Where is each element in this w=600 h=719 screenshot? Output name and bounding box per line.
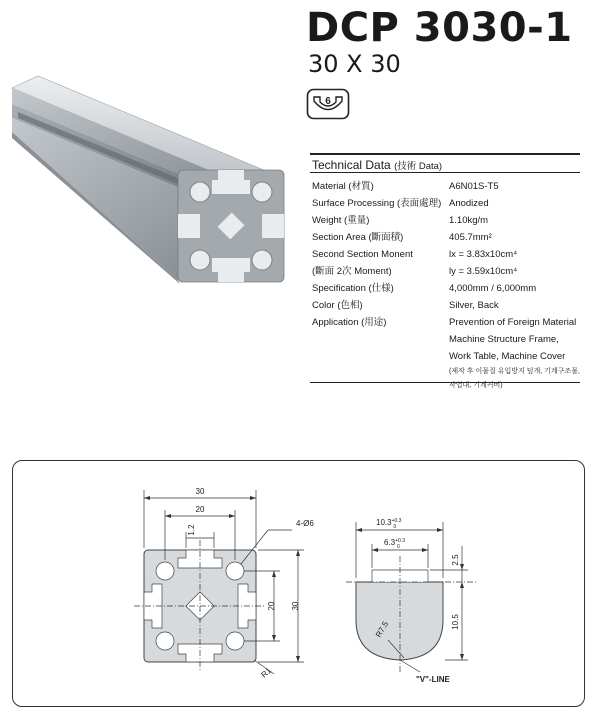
row-value: Machine Structure Frame, — [449, 334, 559, 345]
product-title: DCP 3030-1 — [306, 5, 573, 51]
slot-6-icon — [306, 88, 350, 120]
table-row — [312, 246, 582, 263]
row-value: (제작 후 이물질 유입방지 덮개, 기계구조물, — [449, 368, 580, 375]
technical-data-title: Technical Data — [312, 158, 391, 172]
dim-30-top: 30 — [195, 487, 205, 496]
row-key: Section Area (斷面積) — [312, 232, 404, 243]
row-value: 4,000mm / 6,000mm — [449, 283, 537, 294]
row-value: 작업대, 기계커버) — [449, 382, 503, 389]
table-row — [312, 314, 582, 331]
row-value: Silver, Back — [449, 300, 499, 311]
row-key: Weight (重量) — [312, 215, 370, 226]
radius-r1: R1 — [259, 666, 274, 680]
application-line — [312, 348, 582, 365]
svg-text:6: 6 — [325, 96, 331, 107]
row-key: Material (材質) — [312, 181, 374, 192]
holes-label: 4-Ø6 — [296, 519, 314, 528]
row-key: Surface Processing (表面處理) — [312, 198, 442, 209]
table-row — [312, 178, 582, 195]
dim-6-3-tol: +0.3 — [395, 538, 405, 544]
korean-note-line — [312, 365, 582, 379]
dim-30-side: 30 — [291, 601, 300, 611]
v-line-label: "V"-LINE — [416, 675, 450, 684]
dim-10-5: 10.5 — [451, 614, 460, 630]
row-key: Second Section Monent — [312, 249, 413, 260]
table-row — [312, 229, 582, 246]
application-line — [312, 331, 582, 348]
row-value: Prevention of Foreign Material — [449, 317, 577, 328]
dim-10-3-tol: +0.3 — [391, 518, 402, 524]
table-row — [312, 280, 582, 297]
dim-2-5: 2.5 — [451, 554, 460, 566]
row-value: A6N01S-T5 — [449, 181, 499, 192]
row-value: 1.10kg/m — [449, 215, 489, 226]
technical-data-title-cjk: (技術 Data) — [394, 161, 443, 172]
dim-10-3-value: 10.3 — [376, 518, 392, 527]
row-value: Anodized — [449, 198, 489, 209]
dim-20-top: 20 — [195, 505, 205, 514]
table-row — [312, 212, 582, 229]
row-value: Work Table, Machine Cover — [449, 351, 566, 362]
technical-data-divider — [310, 382, 580, 383]
row-value: ly = 3.59x10cm⁴ — [449, 266, 518, 277]
row-key: Specification (仕様) — [312, 283, 394, 294]
row-key: Color (色相) — [312, 300, 363, 311]
table-row — [312, 195, 582, 212]
row-key: (斷面 2次 Moment) — [312, 266, 392, 277]
dim-6-3-value: 6.3 — [384, 538, 396, 547]
table-row — [312, 297, 582, 314]
dim-6-3-tol-low: 0 — [397, 544, 400, 550]
table-row — [312, 263, 582, 280]
technical-drawing — [12, 460, 585, 707]
dim-6-3 — [384, 538, 405, 550]
dim-20-side: 20 — [267, 601, 276, 611]
technical-data-heading — [310, 153, 580, 173]
dim-1-2: 1.2 — [187, 524, 196, 536]
dim-10-3-tol-low: 0 — [393, 524, 397, 530]
dim-10-3 — [376, 518, 402, 530]
technical-data-table — [312, 178, 582, 393]
radius-r7-5: R7.5 — [373, 619, 391, 639]
slot-detail — [346, 522, 478, 674]
row-key: Application (用途) — [312, 317, 387, 328]
profile-3d-illustration — [8, 70, 298, 290]
row-value: 405.7mm² — [449, 232, 492, 243]
row-value: lx = 3.83x10cm⁴ — [449, 249, 518, 260]
product-size: 30 X 30 — [308, 50, 401, 78]
